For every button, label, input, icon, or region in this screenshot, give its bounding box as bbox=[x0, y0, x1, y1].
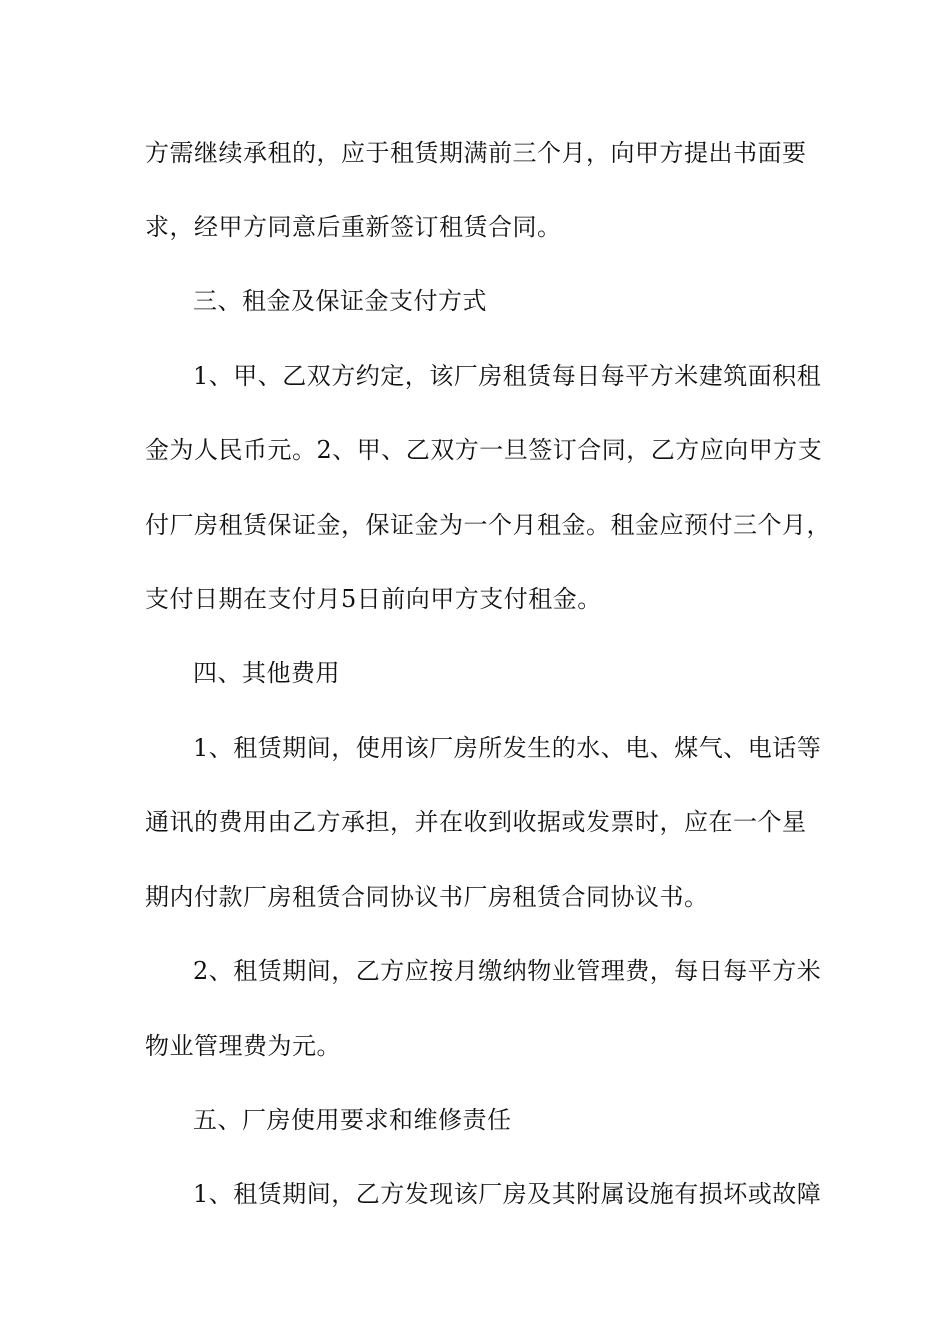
text-line: 金为人民币元。2、甲、乙双方一旦签订合同，乙方应向甲方支 bbox=[145, 436, 823, 464]
text-line: 1、甲、乙双方约定，该厂房租赁每日每平方米建筑面积租 bbox=[193, 362, 822, 390]
text-line: 付厂房租赁保证金，保证金为一个月租金。租金应预付三个月， bbox=[145, 511, 831, 539]
text-line: 通讯的费用由乙方承担，并在收到收据或发票时，应在一个星 bbox=[145, 808, 807, 836]
text-line: 物业管理费为元。 bbox=[145, 1032, 341, 1060]
text-line: 1、租赁期间，使用该厂房所发生的水、电、煤气、电话等 bbox=[193, 734, 822, 762]
section-heading: 四、其他费用 bbox=[193, 659, 340, 687]
text-line: 2、租赁期间，乙方应按月缴纳物业管理费，每日每平方米 bbox=[193, 957, 822, 985]
text-line: 1、租赁期间，乙方发现该厂房及其附属设施有损坏或故障 bbox=[193, 1180, 822, 1208]
section-heading: 五、厂房使用要求和维修责任 bbox=[193, 1106, 512, 1134]
text-line: 方需继续承租的，应于租赁期满前三个月，向甲方提出书面要 bbox=[145, 139, 807, 167]
section-heading: 三、租金及保证金支付方式 bbox=[193, 287, 487, 315]
text-line: 支付日期在支付月5日前向甲方支付租金。 bbox=[145, 585, 602, 613]
text-line: 求，经甲方同意后重新签订租赁合同。 bbox=[145, 213, 562, 241]
text-line: 期内付款厂房租赁合同协议书厂房租赁合同协议书。 bbox=[145, 883, 709, 911]
